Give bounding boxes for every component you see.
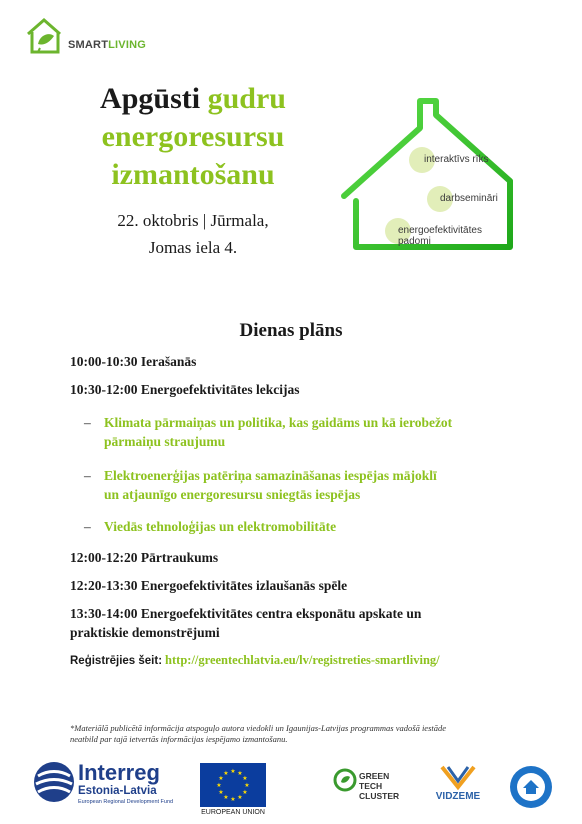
energy-agency-seal bbox=[508, 764, 554, 810]
agenda-heading: Dienas plāns bbox=[239, 320, 343, 341]
interreg-globe-icon bbox=[32, 760, 76, 804]
svg-text:★: ★ bbox=[237, 794, 243, 801]
svg-text:★: ★ bbox=[242, 789, 248, 796]
svg-text:★: ★ bbox=[223, 794, 229, 801]
gtc-line-2: CLUSTER bbox=[359, 791, 400, 801]
interreg-logo bbox=[32, 758, 192, 808]
agenda-item-1: 10:00-10:30 Ierašanās bbox=[70, 354, 197, 369]
svg-text:★: ★ bbox=[223, 770, 229, 777]
svg-text:★: ★ bbox=[216, 782, 222, 789]
agenda-subitem-3: – Viedās tehnoloģijas un elektromobilitāte bbox=[84, 519, 337, 534]
energy-seal-icon bbox=[508, 764, 554, 810]
vidzeme-emblem-icon bbox=[428, 765, 488, 791]
agenda-item-4: 12:20-13:30 Energoefektivitātes izlaušanās spēle bbox=[70, 578, 348, 593]
title-word-1: Apgūsti bbox=[100, 82, 201, 115]
svg-text:★: ★ bbox=[242, 775, 248, 782]
dash-bullet: – bbox=[84, 415, 91, 430]
logo-text-prefix: SMART bbox=[68, 39, 109, 51]
dash-bullet: – bbox=[84, 468, 91, 483]
dash-bullet: – bbox=[84, 519, 91, 534]
smartliving-logo bbox=[24, 14, 154, 58]
subtitle-line-1: 22. oktobris | Jūrmala, bbox=[117, 211, 269, 230]
bubble-label-1: interaktīvs rīks bbox=[424, 154, 489, 165]
title-line-3: izmantošanu bbox=[111, 158, 275, 191]
green-tech-cluster-logo bbox=[333, 765, 413, 809]
registration-line bbox=[70, 653, 550, 668]
gtc-line-1: GREEN TECH bbox=[359, 771, 390, 791]
agenda-subitem-2: – Elektroenerģijas patēriņa samazināšanas iespējas mājoklī un atjaunīgo energoresursu sniegtās iespējas bbox=[84, 468, 437, 502]
agenda-item-3: 12:00-12:20 Pārtraukums bbox=[70, 550, 219, 565]
eu-stars-icon bbox=[200, 763, 266, 807]
house-graphic bbox=[340, 75, 515, 265]
interreg-fund: European Regional Development Fund bbox=[78, 799, 174, 805]
event-date-location bbox=[60, 207, 326, 261]
register-link[interactable]: http://greentechlatvia.eu/lv/registreties-smartliving/ bbox=[165, 653, 440, 667]
interreg-region: Estonia-Latvia bbox=[78, 785, 157, 797]
title-line-2: energoresursu bbox=[101, 120, 285, 153]
title-word-2: gudru bbox=[207, 82, 286, 115]
svg-text:★: ★ bbox=[218, 789, 224, 796]
green-tech-cluster-icon bbox=[333, 767, 357, 793]
svg-text:★: ★ bbox=[237, 770, 243, 777]
eu-flag-logo bbox=[200, 763, 266, 821]
interreg-wordmark: Interreg bbox=[78, 760, 160, 785]
disclaimer: *Materiālā publicētā informācija atspoguļo autora viedokli un Igaunijas-Latvijas programmas vadošā iestāde neatbild par tajā ietvertās informācijas iespējamo izmantošanu. bbox=[70, 723, 447, 744]
svg-text:★: ★ bbox=[244, 782, 250, 789]
bubble-label-3: energoefektivitātes padomi bbox=[398, 225, 482, 247]
agenda-subitem-1: – Klimata pārmaiņas un politika, kas gaidāms un kā ierobežot pārmaiņu straujumu bbox=[84, 415, 453, 449]
bubble-label-2: darbsemināri bbox=[440, 193, 498, 204]
house-logo-icon bbox=[24, 14, 68, 58]
vidzeme-logo bbox=[428, 765, 488, 809]
svg-text:★: ★ bbox=[218, 775, 224, 782]
eu-flag bbox=[200, 763, 266, 807]
svg-text:★: ★ bbox=[230, 796, 236, 803]
subtitle-line-2: Jomas iela 4. bbox=[148, 238, 238, 257]
agenda-item-5: 13:30-14:00 Energoefektivitātes centra eksponātu apskate un praktiskie demonstrējumi bbox=[70, 606, 422, 640]
register-label: Reģistrējies šeit: bbox=[70, 655, 163, 667]
vidzeme-wordmark: VIDZEME bbox=[435, 791, 481, 802]
logo-text-suffix: LIVING bbox=[108, 39, 146, 51]
svg-text:★: ★ bbox=[230, 768, 236, 775]
page-title bbox=[60, 80, 326, 194]
eu-caption: EUROPEAN UNION bbox=[201, 809, 265, 816]
agenda-item-2: 10:30-12:00 Energoefektivitātes lekcijas bbox=[70, 382, 300, 397]
